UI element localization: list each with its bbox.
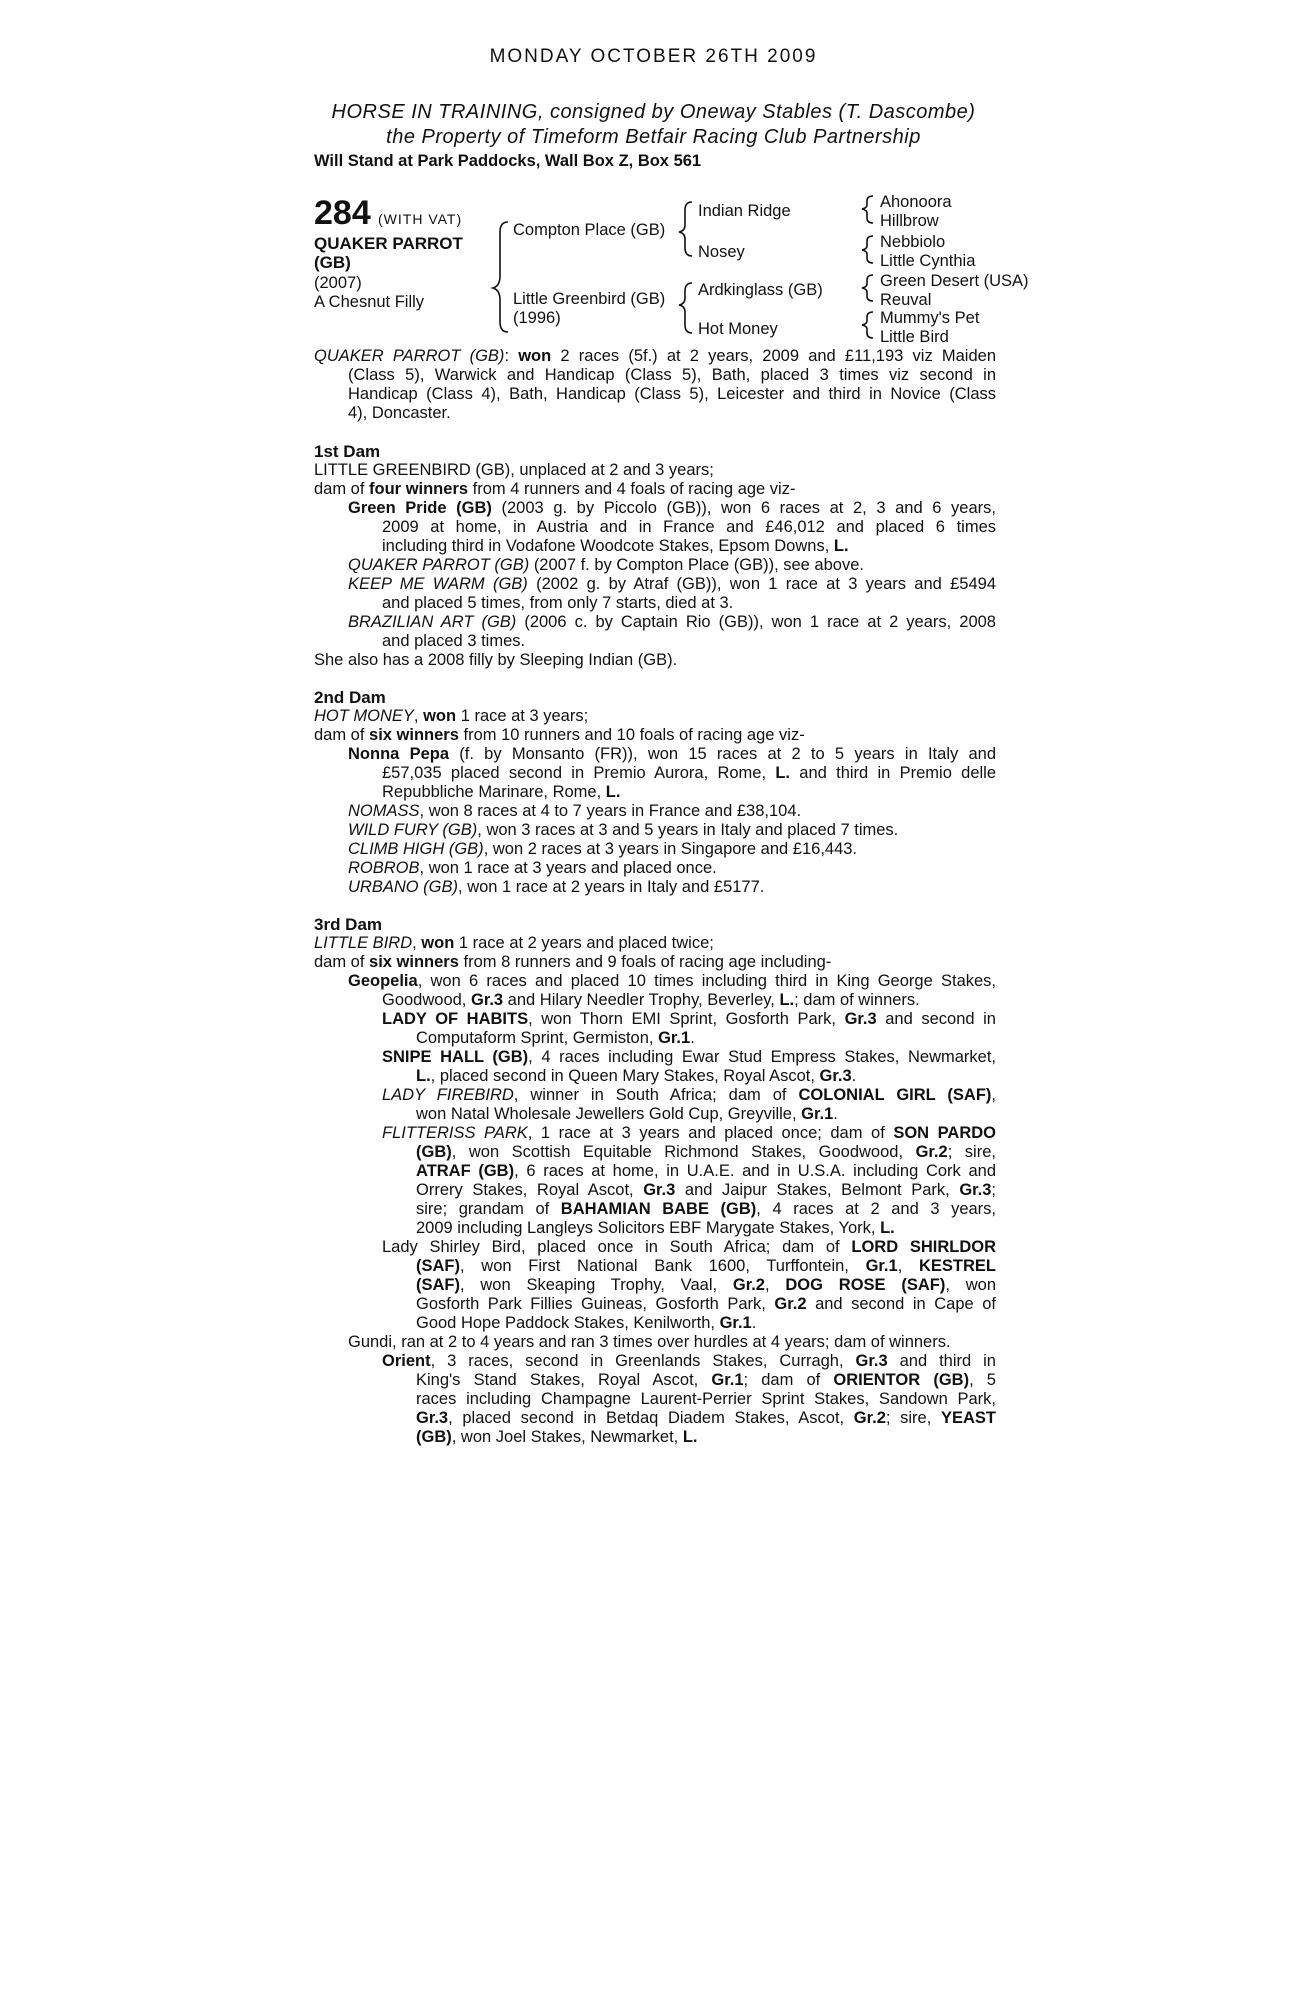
race-summary bbox=[314, 347, 996, 423]
stand-location: Will Stand at Park Paddocks, Wall Box Z, Box 561 bbox=[314, 152, 702, 170]
gg-5: Green Desert (USA) bbox=[880, 272, 1029, 290]
vat-note: (WITH VAT) bbox=[378, 211, 463, 227]
sale-date: MONDAY OCTOBER 26TH 2009 bbox=[489, 46, 818, 67]
summary-line: Handicap (Class 4), Bath, Handicap (Class 5), Leicester and third in Novice (Class bbox=[348, 385, 996, 403]
produce-line: NOMASS, won 8 races at 4 to 7 years in France and £38,104. bbox=[348, 802, 802, 820]
dam-line: dam of six winners from 10 runners and 10 foals of racing age viz- bbox=[314, 726, 805, 744]
produce-line: races including Champagne Laurent-Perrier Sprint Stakes, Sandown Park, bbox=[416, 1390, 996, 1408]
produce-line: ATRAF (GB), 6 races at home, in U.A.E. and in U.S.A. including Cork and bbox=[416, 1162, 996, 1180]
produce-line: sire; grandam of BAHAMIAN BABE (GB), 4 races at 2 and 3 years, bbox=[416, 1200, 996, 1218]
dam-line: LITTLE BIRD, won 1 race at 2 years and placed twice; bbox=[314, 934, 714, 952]
produce-line: Gundi, ran at 2 to 4 years and ran 3 times over hurdles at 4 years; dam of winners. bbox=[348, 1333, 951, 1351]
third-dam-section bbox=[314, 915, 996, 1447]
summary-line: QUAKER PARROT (GB): won 2 races (5f.) at 2 years, 2009 and £11,193 viz Maiden bbox=[314, 347, 996, 365]
produce-line: ROBROB, won 1 race at 3 years and placed once. bbox=[348, 859, 717, 877]
produce-line: Orient, 3 races, second in Greenlands Stakes, Curragh, Gr.3 and third in bbox=[382, 1352, 996, 1370]
produce-line: 2009 at home, in Austria and in France and £46,012 and placed 6 times bbox=[382, 518, 996, 536]
section-heading: 3rd Dam bbox=[314, 915, 383, 934]
section-heading: 1st Dam bbox=[314, 442, 381, 461]
produce-line: Lady Shirley Bird, placed once in South Africa; dam of LORD SHIRLDOR bbox=[382, 1238, 996, 1256]
produce-line: Gr.3, placed second in Betdaq Diadem Stakes, Ascot, Gr.2; sire, YEAST bbox=[416, 1409, 996, 1427]
produce-line: BRAZILIAN ART (GB) (2006 c. by Captain Rio (GB)), won 1 race at 2 years, 2008 bbox=[348, 613, 996, 631]
produce-line: LADY OF HABITS, won Thorn EMI Sprint, Gosforth Park, Gr.3 and second in bbox=[382, 1010, 996, 1028]
produce-line: and placed 5 times, from only 7 starts, died at 3. bbox=[382, 594, 734, 612]
produce-line: KEEP ME WARM (GB) (2002 g. by Atraf (GB)), won 1 race at 3 years and £5494 bbox=[348, 575, 996, 593]
produce-line: Repubbliche Marinare, Rome, L. bbox=[382, 783, 621, 801]
produce-line: FLITTERISS PARK, 1 race at 3 years and placed once; dam of SON PARDO bbox=[382, 1124, 996, 1142]
produce-line: Computaform Sprint, Germiston, Gr.1. bbox=[416, 1029, 695, 1047]
produce-line: 2009 including Langleys Solicitors EBF Marygate Stakes, York, L. bbox=[416, 1219, 895, 1237]
produce-line: won Natal Wholesale Jewellers Gold Cup, Greyville, Gr.1. bbox=[416, 1105, 838, 1123]
dam-line: dam of four winners from 4 runners and 4 foals of racing age viz- bbox=[314, 480, 796, 498]
dam: Little Greenbird (GB) bbox=[513, 290, 666, 308]
produce-line: CLIMB HIGH (GB), won 2 races at 3 years in Singapore and £16,443. bbox=[348, 840, 858, 858]
section-heading: 2nd Dam bbox=[314, 688, 386, 707]
produce-line: QUAKER PARROT (GB) (2007 f. by Compton Place (GB)), see above. bbox=[348, 556, 864, 574]
produce-line: Green Pride (GB) (2003 g. by Piccolo (GB)), won 6 races at 2, 3 and 6 years, bbox=[348, 499, 996, 517]
produce-line: SNIPE HALL (GB), 4 races including Ewar Stud Empress Stakes, Newmarket, bbox=[382, 1048, 996, 1066]
dam-line: LITTLE GREENBIRD (GB), unplaced at 2 and 3 years; bbox=[314, 461, 714, 479]
produce-line: URBANO (GB), won 1 race at 2 years in Italy and £5177. bbox=[348, 878, 765, 896]
gg-2: Hillbrow bbox=[880, 212, 939, 230]
gg-6: Reuval bbox=[880, 291, 932, 309]
dam-line: dam of six winners from 8 runners and 9 foals of racing age including- bbox=[314, 953, 832, 971]
lot-number: 284 bbox=[314, 194, 371, 232]
produce-line: WILD FURY (GB), won 3 races at 3 and 5 years in Italy and placed 7 times. bbox=[348, 821, 899, 839]
produce-line: (GB), won Scottish Equitable Richmond Stakes, Goodwood, Gr.2; sire, bbox=[416, 1143, 996, 1161]
dam-line: HOT MONEY, won 1 race at 3 years; bbox=[314, 707, 589, 725]
first-dam-section bbox=[314, 442, 996, 670]
produce-line: Nonna Pepa (f. by Monsanto (FR)), won 15 races at 2 to 5 years in Italy and bbox=[348, 745, 996, 763]
dam-sire: Ardkinglass (GB) bbox=[698, 281, 823, 299]
gg-1: Ahonoora bbox=[880, 193, 952, 211]
produce-line: (SAF), won Skeaping Trophy, Vaal, Gr.2, DOG ROSE (SAF), won bbox=[416, 1276, 996, 1294]
gg-4: Little Cynthia bbox=[880, 252, 976, 270]
produce-line: Orrery Stakes, Royal Ascot, Gr.3 and Jaipur Stakes, Belmont Park, Gr.3; bbox=[416, 1181, 996, 1199]
dam-dam: Hot Money bbox=[698, 320, 778, 338]
produce-line: King's Stand Stakes, Royal Ascot, Gr.1; dam of ORIENTOR (GB), 5 bbox=[416, 1371, 996, 1389]
summary-line: 4), Doncaster. bbox=[348, 404, 451, 422]
produce-line: Geopelia, won 6 races and placed 10 times including third in King George Stakes, bbox=[348, 972, 996, 990]
horse-description: A Chesnut Filly bbox=[314, 293, 425, 311]
gg-8: Little Bird bbox=[880, 328, 949, 346]
sire-dam: Nosey bbox=[698, 243, 745, 261]
produce-line: She also has a 2008 filly by Sleeping Indian (GB). bbox=[314, 651, 678, 669]
gg-3: Nebbiolo bbox=[880, 233, 946, 251]
produce-line: (GB), won Joel Stakes, Newmarket, L. bbox=[416, 1428, 698, 1446]
property-line: the Property of Timeform Betfair Racing Club Partnership bbox=[386, 126, 921, 148]
produce-line: L., placed second in Queen Mary Stakes, Royal Ascot, Gr.3. bbox=[416, 1067, 857, 1085]
produce-line: and placed 3 times. bbox=[382, 632, 526, 650]
produce-line: £57,035 placed second in Premio Aurora, Rome, L. and third in Premio delle bbox=[382, 764, 996, 782]
produce-line: Gosforth Park Fillies Guineas, Gosforth Park, Gr.2 and second in Cape of bbox=[416, 1295, 996, 1313]
sire-sire: Indian Ridge bbox=[698, 202, 791, 220]
horse-name: QUAKER PARROT bbox=[314, 234, 463, 253]
produce-line: Good Hope Paddock Stakes, Kenilworth, Gr.1. bbox=[416, 1314, 757, 1332]
dam-year: (1996) bbox=[513, 309, 561, 327]
produce-line: LADY FIREBIRD, winner in South Africa; dam of COLONIAL GIRL (SAF), bbox=[382, 1086, 996, 1104]
consignor-line: HORSE IN TRAINING, consigned by Oneway Stables (T. Dascombe) bbox=[331, 101, 976, 123]
gg-7: Mummy's Pet bbox=[880, 309, 980, 327]
produce-line: (SAF), won First National Bank 1600, Turffontein, Gr.1, KESTREL bbox=[416, 1257, 996, 1275]
horse-name-suffix: (GB) bbox=[314, 253, 351, 272]
summary-line: (Class 5), Warwick and Handicap (Class 5), Bath, placed 3 times viz second in bbox=[348, 366, 996, 384]
foaling-year: (2007) bbox=[314, 274, 362, 292]
produce-line: including third in Vodafone Woodcote Stakes, Epsom Downs, L. bbox=[382, 537, 849, 555]
sire: Compton Place (GB) bbox=[513, 221, 666, 239]
produce-line: Goodwood, Gr.3 and Hilary Needler Trophy, Beverley, L.; dam of winners. bbox=[382, 991, 920, 1009]
second-dam-section bbox=[314, 688, 996, 897]
